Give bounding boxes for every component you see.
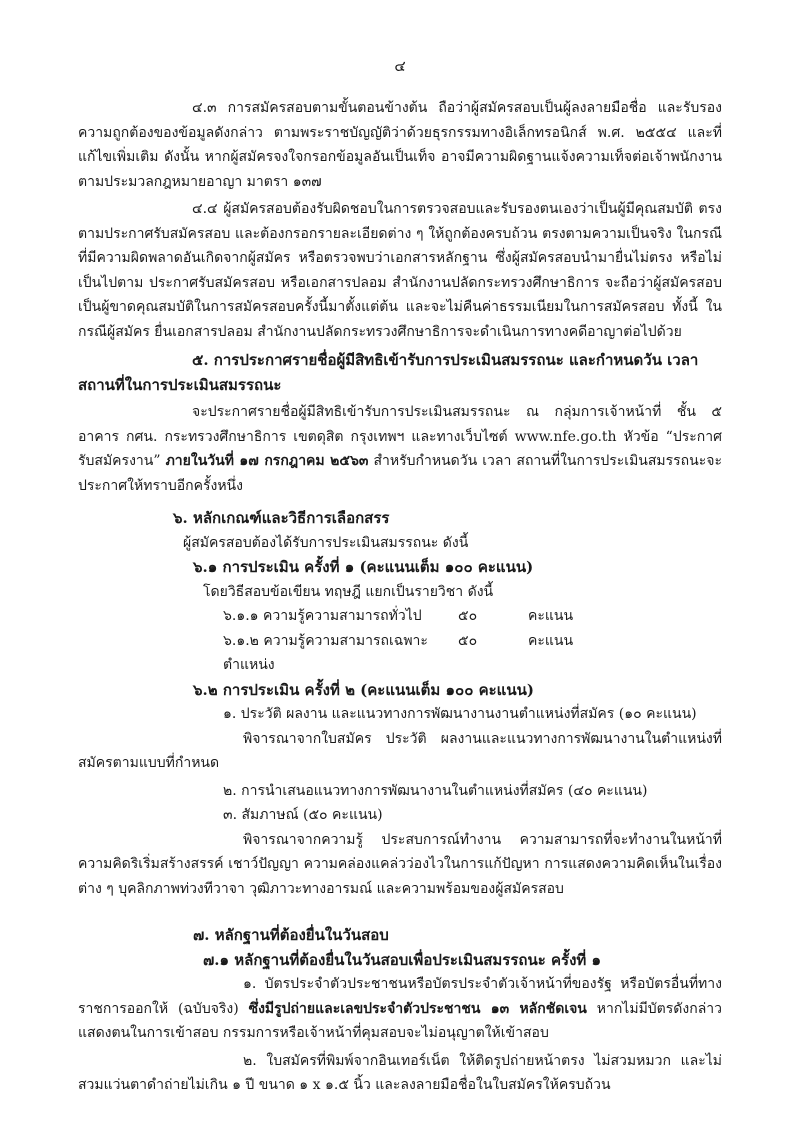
document-body [78,96,722,1098]
document-item-2: ๒. ใบสมัครที่พิมพ์จากอินเทอร์เน็ต ให้ติดรูปถ่ายหน้าตรง ไม่สวมหมวก และไม่สวมแว่นตาดำถ่ายไม่เกิน ๑ ปี ขนาด ๑ x ๑.๕ นิ้ว และลงลายมือชื่อในใบสมัครให้ครบถ้วน [78,1052,722,1093]
evaluation-item-1: ๑. ประวัติ ผลงาน และแนวทางการพัฒนางานงานตำแหน่งที่สมัคร (๑๐ คะแนน) [223,706,697,722]
subject-unit: คะแนน [528,608,574,624]
paragraph-4-4: ๔.๔ ผู้สมัครสอบต้องรับผิดชอบในการตรวจสอบและรับรองตนเองว่าเป็นผู้มีคุณสมบัติ ตรงตามประกาศรับสมัครสอบ และต้องกรอกรายละเอียดต่าง ๆ ให้ถูกต้องครบถ้วน ตรงตามความเป็นจริง ในกรณีที่มีความผิดพลาดอันเกิดจากผู้สมัคร หรือตรวจพบว่าเอกสารหลักฐาน ซึ่งผู้สมัครสอบนำมายื่นไม่ตรง หรือไม่เป็นไปตาม ประกาศรับสมัครสอบ หรือเอกสารปลอม สำนักงานปลัดกระทรวงศึกษาธิการ จะถือว่าผู้สมัครสอบเป็นผู้ขาดคุณสมบัติในการสมัครสอบครั้งนี้มาตั้งแต่ต้น และจะไม่คืนค่าธรรมเนียมในการสมัครสอบ ทั้งนี้ ในกรณีผู้สมัคร ยื่นเอกสารปลอม สำนักงานปลัดกระทรวงศึกษาธิการจะดำเนินการทางคดีอาญาต่อไปด้วย [78,201,722,340]
subject-row [78,629,722,678]
document-item-1 [78,972,722,1046]
spacer [78,901,722,919]
document-item-1-text: ๑. บัตรประจำตัวประชาชนหรือบัตรประจำตัวเจ้าหน้าที่ของรัฐ หรือบัตรอื่นที่ทางราชการออกให้ (ฉบับจริง) [78,976,722,1017]
heading-section-6: ๖. หลักเกณฑ์และวิธีการเลือกสรร [173,509,390,527]
heading-6-1: ๖.๑ การประเมิน ครั้งที่ ๑ (คะแนนเต็ม ๑๐๐ คะแนน) [193,558,534,576]
heading-section-5: ๕. การประกาศรายชื่อผู้มีสิทธิเข้ารับการประเมินสมรรถนะ และกำหนดวัน เวลา สถานที่ในการประเมินสมรรถนะ [78,351,699,394]
announcement-text: จะประกาศรายชื่อผู้มีสิทธิเข้ารับการประเมินสมรรถนะ ณ กลุ่มการเจ้าหน้าที่ ชั้น ๕ อาคาร กศน. กระทรวงศึกษาธิการ เขตดุสิต กรุงเทพฯ และทางเว็บไซต์ www.nfe.go.th หัวข้อ “ประกาศ รับสมัครงาน” [78,404,722,469]
announcement-text-end: สำหรับกำหนดวัน เวลา สถานที่ในการประเมินสมรรถนะจะประกาศให้ทราบอีกครั้งหนึ่ง [78,453,722,494]
document-item-1-emphasis: ซึ่งมีรูปถ่ายและเลขประจำตัวประชาชน ๑๓ หลักชัดเจน [248,1000,587,1017]
subject-row [78,604,722,629]
paragraph-section-5 [78,400,722,498]
subject-score: ๕๐ [458,608,478,624]
page-number: ๔ [394,57,406,75]
heading-6-2: ๖.๒ การประเมิน ครั้งที่ ๒ (คะแนนเต็ม ๑๐๐ คะแนน) [193,680,534,699]
evaluation-item-1-description: พิจารณาจากใบสมัคร ประวัติ ผลงานและแนวทางการพัฒนางานในตำแหน่งที่สมัครตามแบบที่กำหนด [78,730,722,771]
subject-label: ๖.๑.๑ ความรู้ความสามารถทั่วไป [223,608,422,624]
subject-score: ๕๐ [458,632,478,649]
subject-label: ๖.๑.๒ ความรู้ความสามารถเฉพาะตำแหน่ง [223,632,428,673]
paragraph-4-3: ๔.๓ การสมัครสอบตามขั้นตอนข้างต้น ถือว่าผู้สมัครสอบเป็นผู้ลงลายมือชื่อ และรับรองความถูกต้องของข้อมูลดังกล่าว ตามพระราชบัญญัติว่าด้วยธุรกรรมทางอิเล็กทรอนิกส์ พ.ศ. ๒๕๕๔ และที่แก้ไขเพิ่มเติม ดังนั้น หากผู้สมัครจงใจกรอกข้อมูลอันเป็นเท็จ อาจมีความผิดฐานแจ้งความเท็จต่อเจ้าพนักงาน ตามประมวลกฎหมายอาญา มาตรา ๑๓๗ [78,100,722,190]
document-item-1-text-end: หากไม่มีบัตรดังกล่าวแสดงตนในการเข้าสอบ กรรมการหรือเจ้าหน้าที่คุมสอบจะไม่อนุญาตให้เข้าสอบ [78,1000,722,1041]
evaluation-item-2: ๒. การนำเสนอแนวทางการพัฒนางานในตำแหน่งที่สมัคร (๔๐ คะแนน) [223,782,648,799]
heading-7-1: ๗.๑ หลักฐานที่ต้องยื่นในวันสอบเพื่อประเมินสมรรถนะ ครั้งที่ ๑ [203,950,602,969]
section-6-intro: ผู้สมัครสอบต้องได้รับการประเมินสมรรถนะ ดังนี้ [183,534,469,551]
announcement-date: ภายในวันที่ ๑๗ กรกฎาคม ๒๕๖๓ [165,453,369,469]
subject-unit: คะแนน [528,632,574,649]
evaluation-item-3: ๓. สัมภาษณ์ (๕๐ คะแนน) [223,807,383,823]
section-6-1-intro: โดยวิธีสอบข้อเขียน ทฤษฎี แยกเป็นรายวิชา ดังนี้ [203,583,494,600]
evaluation-item-3-description: พิจารณาจากความรู้ ประสบการณ์ทำงาน ความสามารถที่จะทำงานในหน้าที่ ความคิดริเริ่มสร้างสรรค์ เชาว์ปัญญา ความคล่องแคล่วว่องไวในการแก้ปัญหา การแสดงความคิดเห็นในเรื่องต่าง ๆ บุคลิกภาพท่วงทีวาจา วุฒิภาวะทางอารมณ์ และความพร้อมของผู้สมัครสอบ [78,831,722,897]
heading-section-7: ๗. หลักฐานที่ต้องยื่นในวันสอบ [193,926,389,944]
